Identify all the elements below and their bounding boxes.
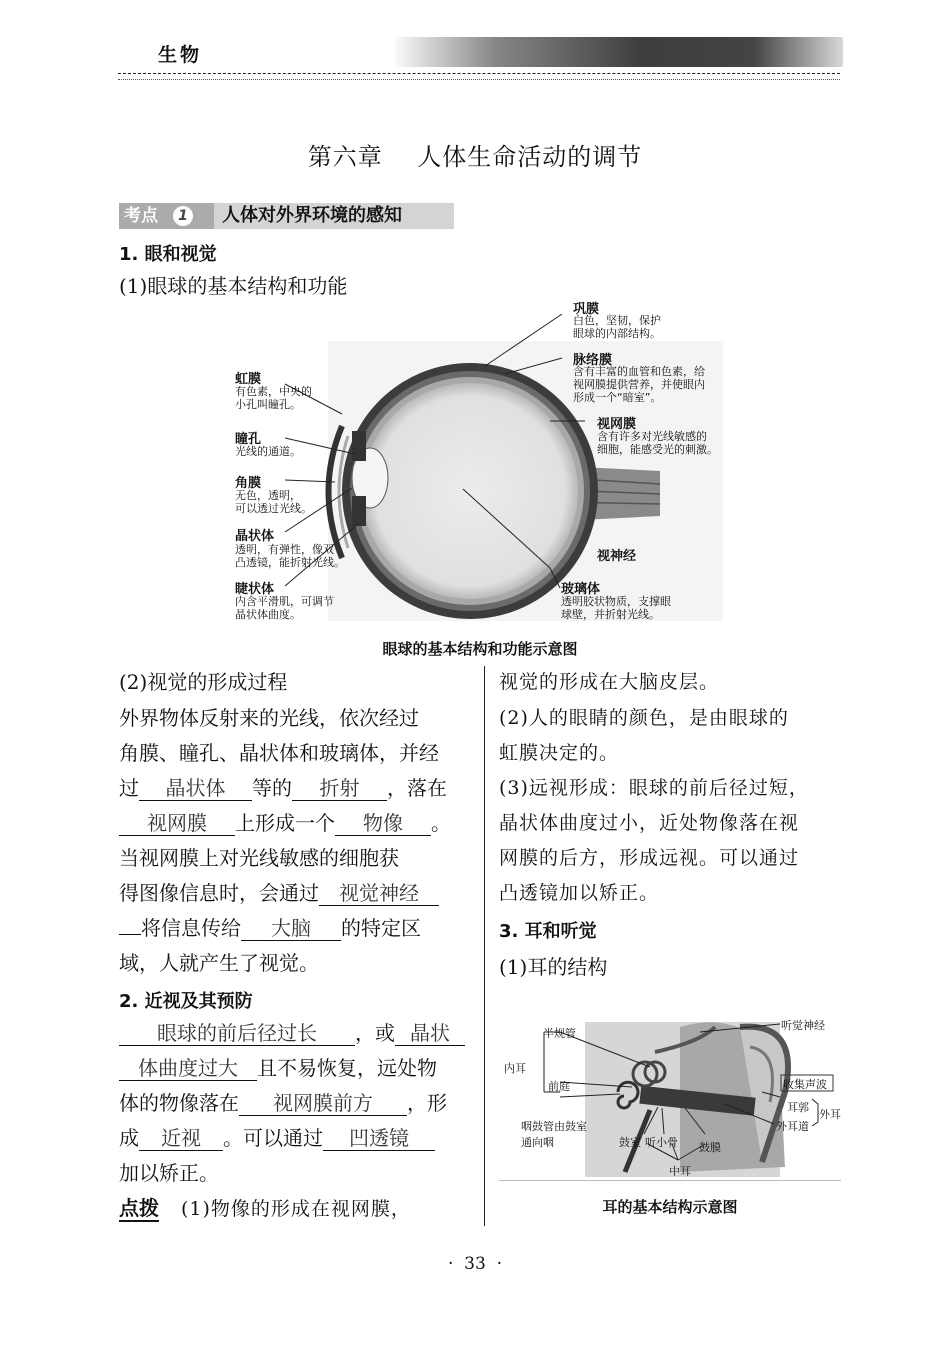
blank-8b: 体曲度过大 bbox=[119, 1056, 257, 1081]
chapter-title: 第六章 人体生命活动的调节 bbox=[307, 143, 643, 171]
left-line-4b: 上形成一个 bbox=[235, 811, 335, 835]
section-myopia-heading: 2. 近视及其预防 bbox=[119, 991, 253, 1012]
ear-caption-rule bbox=[499, 1180, 841, 1181]
desc-boliti-2: 球壁，并折射光线。 bbox=[561, 608, 660, 621]
left-line-3 bbox=[119, 776, 447, 801]
eye-subheading: (1)眼球的基本结构和功能 bbox=[119, 274, 348, 298]
ear-label-shoujishengbo: 收集声波 bbox=[783, 1078, 827, 1091]
ear-label-tingjue: 听觉神经 bbox=[781, 1019, 825, 1032]
blank-5: 视觉神经 bbox=[319, 881, 439, 906]
kaodian-label: 考点 bbox=[119, 203, 214, 229]
ear-label-qianting: 前庭 bbox=[548, 1080, 570, 1093]
left-line-3a: 过 bbox=[119, 776, 139, 800]
column-divider bbox=[484, 666, 485, 1226]
page-number: · 33 · bbox=[447, 1254, 503, 1274]
page-number-value: 33 bbox=[464, 1254, 486, 1274]
header-rule bbox=[118, 73, 840, 74]
right-line-6: 网膜的后方，形成远视。可以通过 bbox=[499, 847, 800, 869]
left-line-9b: ，或 bbox=[355, 1021, 395, 1045]
right-line-5: 晶状体曲度过小，近处物像落在视 bbox=[499, 812, 800, 834]
left-line-13: 加以矫正。 bbox=[119, 1161, 219, 1185]
ear-label-erkuo: 耳郭 bbox=[787, 1101, 809, 1114]
ear-label-zhonger: 中耳 bbox=[669, 1165, 691, 1178]
desc-jiaomo-1: 无色，透明， bbox=[235, 489, 301, 502]
desc-jingzhuangti-2: 凸透镜，能折射光线。 bbox=[235, 556, 345, 569]
left-line-6 bbox=[119, 881, 439, 906]
subject-label: 生物 bbox=[158, 44, 203, 66]
ear-label-neier: 内耳 bbox=[504, 1062, 526, 1075]
label-jiezhuangti: 睫状体 bbox=[235, 582, 275, 597]
ear-caption: 耳的基本结构示意图 bbox=[602, 1198, 738, 1216]
blank-8a: 晶状 bbox=[395, 1021, 465, 1046]
blank-10: 近视 bbox=[139, 1126, 223, 1151]
left-line-10 bbox=[119, 1056, 437, 1081]
ear-label-yangu-2: 通向咽 bbox=[521, 1136, 554, 1149]
desc-mailuomo-2: 视网膜提供营养，并使眼内 bbox=[573, 378, 705, 391]
kaodian-number: 1 bbox=[173, 206, 193, 226]
label-jiaomo: 角膜 bbox=[235, 476, 262, 491]
left-line-7b: 将信息传给 bbox=[141, 916, 241, 940]
left-line-7 bbox=[119, 916, 421, 941]
header-rule-dotted bbox=[118, 79, 840, 80]
ear-label-yangu-1: 咽鼓管由鼓室 bbox=[521, 1120, 587, 1133]
blank-7: 眼球的前后径过长 bbox=[119, 1021, 355, 1046]
ear-label-gushi: 鼓室 bbox=[619, 1136, 641, 1149]
desc-jiezhuangti-1: 内含平滑肌，可调节 bbox=[235, 595, 334, 608]
header-gradient-bar bbox=[395, 37, 843, 67]
right-line-4: (3)远视形成：眼球的前后径过短， bbox=[499, 777, 809, 799]
left-line-10b: 且不易恢复，远处物 bbox=[257, 1056, 437, 1080]
left-line-12b: 。可以通过 bbox=[223, 1126, 323, 1150]
left-line-4c: 。 bbox=[431, 811, 451, 835]
desc-mailuomo-1: 含有丰富的血管和色素，给 bbox=[573, 365, 705, 378]
left-line-8: 域，人就产生了视觉。 bbox=[119, 951, 319, 975]
desc-jingzhuangti-1: 透明，有弹性，像双 bbox=[235, 543, 334, 556]
left-line-2: 角膜、瞳孔、晶状体和玻璃体，并经 bbox=[119, 741, 439, 765]
desc-jiaomo-2: 可以透过光线。 bbox=[235, 502, 312, 515]
right-line-3: 虹膜决定的。 bbox=[499, 742, 620, 764]
desc-gongmo-2: 眼球的内部结构。 bbox=[573, 327, 661, 340]
blank-2: 折射 bbox=[292, 776, 387, 801]
tip-text: (1)物像的形成在视网膜， bbox=[181, 1198, 411, 1220]
left-line-9 bbox=[119, 1021, 465, 1046]
ear-label-tingxiaogu: 听小骨 bbox=[645, 1136, 678, 1149]
left-line-5: 当视网膜上对光线敏感的细胞获 bbox=[119, 846, 399, 870]
blank-3: 视网膜 bbox=[119, 811, 235, 836]
ear-label-waier: 外耳 bbox=[819, 1108, 841, 1121]
eye-diagram bbox=[230, 296, 730, 626]
blank-11: 凹透镜 bbox=[323, 1126, 435, 1151]
left-line-3c: ，落在 bbox=[387, 776, 447, 800]
left-line-4 bbox=[119, 811, 451, 836]
ear-label-waierdao: 外耳道 bbox=[776, 1120, 809, 1133]
blank-5-tail bbox=[119, 934, 141, 935]
label-gongmo: 巩膜 bbox=[573, 302, 600, 317]
left-line-12 bbox=[119, 1126, 435, 1151]
kaodian-banner bbox=[119, 203, 454, 229]
desc-hongmo-1: 有色素，中央的 bbox=[235, 385, 312, 398]
label-jingzhuangti: 晶状体 bbox=[235, 529, 275, 544]
label-mailuomo: 脉络膜 bbox=[573, 353, 613, 368]
blank-1: 晶状体 bbox=[139, 776, 252, 801]
desc-tongkong-1: 光线的通道。 bbox=[235, 445, 301, 458]
label-tongkong: 瞳孔 bbox=[235, 432, 262, 447]
label-hongmo: 虹膜 bbox=[235, 372, 262, 387]
blank-9: 视网膜前方 bbox=[239, 1091, 407, 1116]
label-shishenjing: 视神经 bbox=[597, 549, 637, 564]
ear-label-banguiguan: 半规管 bbox=[543, 1027, 576, 1040]
eye-caption: 眼球的基本结构和功能示意图 bbox=[382, 640, 578, 658]
desc-shiwangmo-2: 细胞，能感受光的刺激。 bbox=[597, 443, 718, 456]
blank-6: 大脑 bbox=[241, 916, 341, 941]
blank-4: 物像 bbox=[335, 811, 431, 836]
right-line-2: (2)人的眼睛的颜色，是由眼球的 bbox=[499, 707, 789, 729]
right-line-1: 视觉的形成在大脑皮层。 bbox=[499, 671, 720, 693]
desc-mailuomo-3: 形成一个“暗室”。 bbox=[573, 391, 662, 404]
label-boliti: 玻璃体 bbox=[561, 582, 601, 597]
right-line-7: 凸透镜加以矫正。 bbox=[499, 882, 660, 904]
ear-label-gumo: 鼓膜 bbox=[699, 1141, 721, 1154]
left-line-7c: 的特定区 bbox=[341, 916, 421, 940]
desc-jiezhuangti-2: 晶状体曲度。 bbox=[235, 608, 301, 621]
tip-line bbox=[119, 1196, 411, 1221]
tip-key: 点拨 bbox=[119, 1196, 159, 1220]
left-line-11c: ，形 bbox=[407, 1091, 447, 1115]
section-eye-heading: 1. 眼和视觉 bbox=[119, 244, 217, 265]
desc-hongmo-2: 小孔叫瞳孔。 bbox=[235, 398, 301, 411]
section-ear-heading: 3. 耳和听觉 bbox=[499, 921, 597, 942]
left-line-11a: 体的物像落在 bbox=[119, 1091, 239, 1115]
left-line-11 bbox=[119, 1091, 447, 1116]
desc-shiwangmo-1: 含有许多对光线敏感的 bbox=[597, 430, 707, 443]
left-line-1: 外界物体反射来的光线，依次经过 bbox=[119, 706, 419, 730]
left-line-12a: 成 bbox=[119, 1126, 139, 1150]
label-shiwangmo: 视网膜 bbox=[597, 417, 637, 432]
left-line-6a: 得图像信息时，会通过 bbox=[119, 881, 319, 905]
kaodian-title: 人体对外界环境的感知 bbox=[214, 203, 454, 229]
left-line-3b: 等的 bbox=[252, 776, 292, 800]
left-sub2: (2)视觉的形成过程 bbox=[119, 670, 288, 694]
ear-subheading: (1)耳的结构 bbox=[499, 955, 608, 979]
desc-boliti-1: 透明胶状物质，支撑眼 bbox=[561, 595, 671, 608]
desc-gongmo-1: 白色，坚韧，保护 bbox=[573, 314, 661, 327]
